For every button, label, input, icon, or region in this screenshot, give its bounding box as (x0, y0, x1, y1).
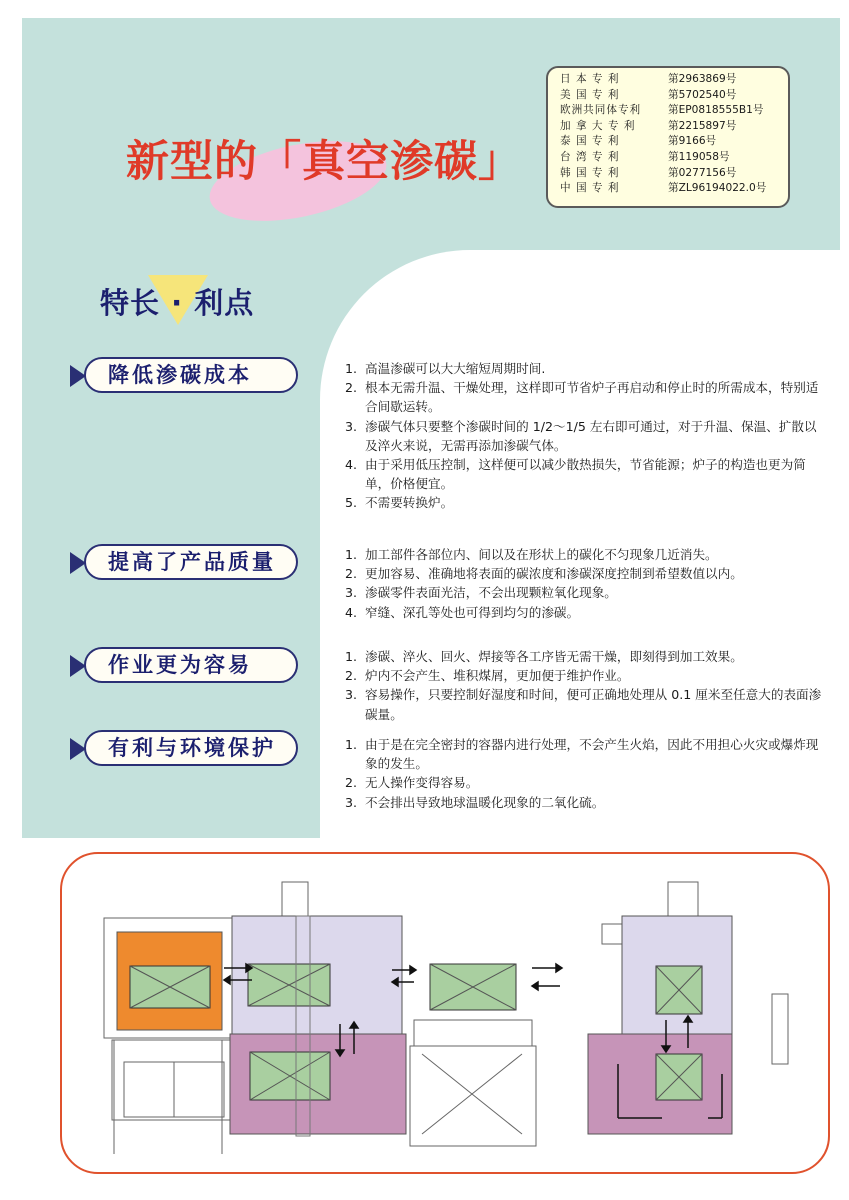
patent-country: 加 拿 大 专 利 (560, 119, 636, 132)
cabinet-door (124, 1062, 174, 1117)
item-text: 渗碳气体只要整个渗碳时间的 1/2～1/5 左右即可通过，对于升温、保温、扩散以及淬火来说，无需再添加渗碳气体。 (365, 418, 817, 453)
item-text: 渗碳、淬火、回火、焊接等各工序皆无需干燥，即刻得到加工效果。 (365, 649, 743, 664)
patent-row (554, 134, 782, 150)
item-number: 2. (345, 775, 358, 791)
patent-number: 第2963869号 (668, 73, 737, 85)
item-text: 无人操作变得容易。 (365, 775, 479, 791)
patent-country: 泰 国 专 利 (560, 135, 620, 148)
section-list-cost (345, 359, 825, 513)
patent-number: 第119058号 (668, 150, 730, 163)
cabinet-door (174, 1062, 224, 1117)
item-text: 更加容易、准确地将表面的碳浓度和渗碳深度控制到希望数值以内。 (365, 566, 743, 582)
list-item (345, 359, 825, 378)
list-item (345, 793, 825, 812)
section-label-cost: 降低渗碳成本 (84, 357, 298, 393)
patent-list-box (546, 66, 790, 208)
item-number: 3. (345, 418, 358, 434)
patent-number: 第5702540号 (668, 88, 737, 101)
section-label-quality: 提高了产品质量 (84, 544, 298, 580)
patent-number: 第ZL96194022.0号 (668, 182, 767, 195)
list-item (345, 583, 825, 602)
item-text: 炉内不会产生、堆积煤屑，更加便于维护作业。 (365, 668, 630, 684)
item-number: 1. (345, 649, 358, 664)
patent-country: 台 湾 专 利 (560, 150, 620, 163)
page-title: 新型的「真空渗碳」 (126, 137, 522, 187)
patent-row (554, 150, 782, 166)
patent-country: 欧洲共同体专利 (560, 104, 642, 117)
section-label-environment: 有利与环境保护 (84, 730, 298, 766)
patent-country: 美 国 专 利 (560, 88, 620, 101)
item-number: 4. (345, 604, 358, 620)
item-text: 由于是在完全密封的容器内进行处理，不会产生火焰，因此不用担心火灾或爆炸现象的发生。 (365, 737, 819, 772)
item-number: 2. (345, 566, 358, 582)
item-number: 1. (345, 737, 358, 752)
patent-row (554, 119, 782, 135)
item-number: 2. (345, 668, 358, 684)
top-pipe (668, 882, 698, 920)
item-number: 3. (345, 687, 358, 703)
patent-row (554, 103, 782, 119)
patent-row (554, 181, 782, 197)
list-item (345, 666, 825, 685)
patent-country: 日 本 专 利 (560, 73, 620, 85)
section-list-quality (345, 545, 825, 622)
side-panel (772, 994, 788, 1064)
item-number: 4. (345, 457, 358, 473)
section-label-operation: 作业更为容易 (84, 647, 298, 683)
section-list-operation (345, 647, 825, 724)
features-heading: 特长 · 利点 (100, 286, 255, 320)
patent-number: 第0277156号 (668, 166, 737, 179)
patent-row (554, 72, 782, 88)
patent-number: 第EP0818555B1号 (668, 104, 764, 117)
list-item (345, 564, 825, 583)
patent-row (554, 166, 782, 182)
item-text: 渗碳零件表面光洁，不会出现颗粒氧化现象。 (365, 585, 617, 601)
list-item (345, 378, 825, 416)
list-item (345, 545, 825, 564)
item-text: 不需要转换炉。 (365, 495, 454, 511)
list-item (345, 685, 825, 723)
item-text: 不会排出导致地球温暖化现象的二氧化硫。 (365, 794, 605, 810)
list-item (345, 417, 825, 455)
list-item (345, 647, 825, 666)
item-number: 3. (345, 585, 358, 601)
item-text: 根本无需升温、干燥处理，这样即可节省炉子再启动和停止时的所需成本，特别适合间歇运转。 (365, 380, 819, 415)
furnace-diagram-frame (60, 852, 830, 1174)
list-item (345, 603, 825, 622)
item-text: 容易操作，只要控制好湿度和时间，便可正确地处理从 0.1 厘米至任意大的表面渗碳量。 (365, 687, 822, 722)
patent-country: 中 国 专 利 (560, 182, 620, 195)
item-text: 高温渗碳可以大大缩短周期时间. (365, 361, 546, 376)
list-item (345, 455, 825, 493)
item-text: 由于采用低压控制，这样便可以减少散热损失，节省能源；炉子的构造也更为简单，价格便宜。 (365, 457, 806, 492)
list-item (345, 773, 825, 792)
item-number: 3. (345, 794, 358, 810)
list-item (345, 735, 825, 773)
item-number: 1. (345, 547, 358, 562)
item-number: 2. (345, 380, 358, 396)
item-number: 1. (345, 361, 358, 376)
base-cabinet (112, 1040, 232, 1120)
furnace-diagram (62, 854, 830, 1174)
item-text: 加工部件各部位内、间以及在形状上的碳化不匀现象几近消失。 (365, 547, 718, 562)
section-list-environment (345, 735, 825, 812)
lift-table (410, 1046, 536, 1146)
patent-row (554, 88, 782, 104)
top-pipe (282, 882, 308, 916)
patent-number: 第2215897号 (668, 119, 737, 132)
patent-country: 韩 国 专 利 (560, 166, 620, 179)
item-number: 5. (345, 495, 358, 511)
patent-number: 第9166号 (668, 135, 717, 148)
item-text: 窄缝、深孔等处也可得到均匀的渗碳。 (365, 604, 580, 620)
roller-conveyor (414, 1020, 532, 1046)
list-item (345, 493, 825, 512)
